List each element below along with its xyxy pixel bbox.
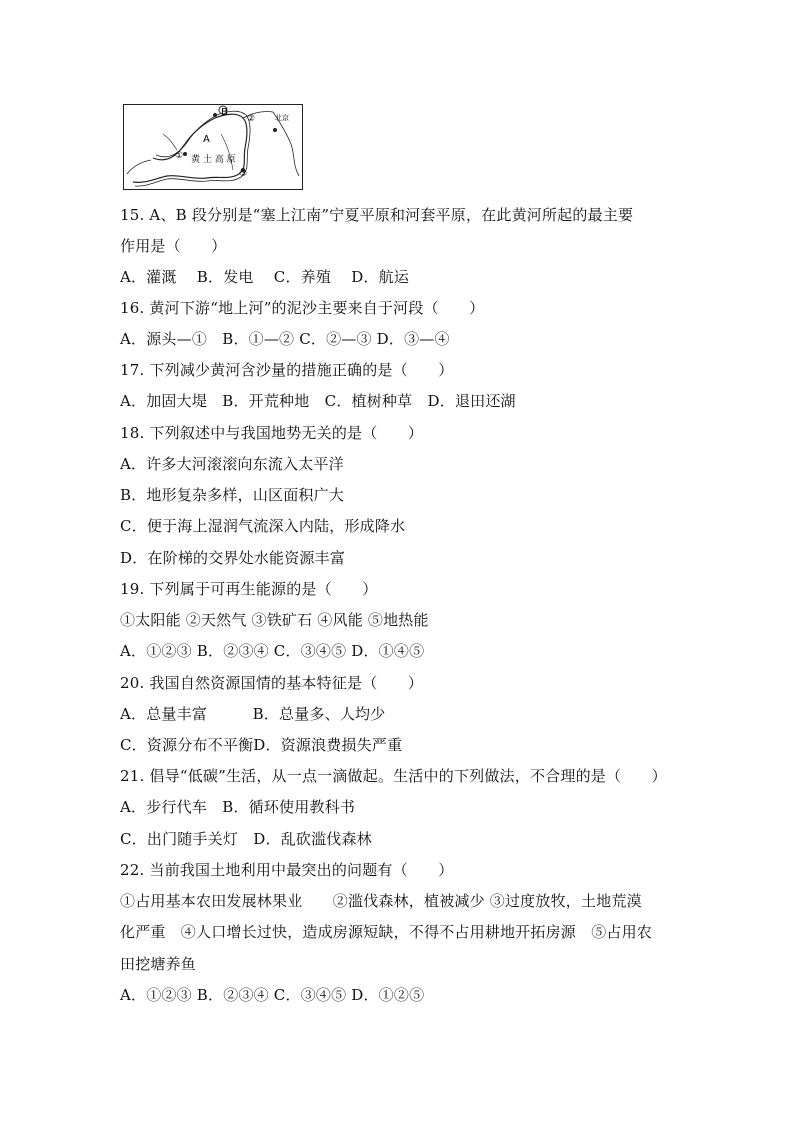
beijing-marker <box>273 128 277 132</box>
q21-stem: 21. 倡导“低碳”生活，从一点一滴做起。生活中的下列做法，不合理的是（ ） <box>120 767 667 785</box>
q19-items: ①太阳能 ②天然气 ③铁矿石 ④风能 ⑤地热能 <box>120 611 429 629</box>
q17-stem: 17. 下列减少黄河含沙量的措施正确的是（ ） <box>120 361 454 379</box>
q16-stem: 16. 黄河下游“地上河”的泥沙主要来自于河段（ ） <box>120 299 485 317</box>
point-marker <box>183 152 187 156</box>
q19-stem: 19. 下列属于可再生能源的是（ ） <box>120 580 378 598</box>
map-label-1: ① <box>175 151 184 161</box>
q19-options: A．①②③ B．②③④ C．③④⑤ D．①④⑤ <box>120 642 425 660</box>
q22-stem: 22. 当前我国土地利用中最突出的问题有（ ） <box>120 861 454 879</box>
q21-options-2: C．出门随手关灯 D．乱砍滥伐森林 <box>120 830 372 848</box>
map-label-3: ③ <box>239 169 248 179</box>
q18-option-b: B．地形复杂多样，山区面积广大 <box>120 486 345 504</box>
map-region-label: 黄 土 高 原 <box>191 155 236 165</box>
q17-options: A．加固大堤 B．开荒种地 C．植树种草 D．退田还湖 <box>120 392 516 410</box>
q22-options: A．①②③ B．②③④ C．③④⑤ D．①②⑤ <box>120 986 425 1004</box>
map-city-label: 北京 <box>275 114 289 122</box>
q18-option-d: D．在阶梯的交界处水能资源丰富 <box>120 549 346 567</box>
q15-options: A．灌溉 B．发电 C．养殖 D．航运 <box>120 268 410 286</box>
map-svg <box>123 104 303 190</box>
yellow-river-map <box>123 104 303 190</box>
q16-options: A．源头—① B．①—② C．②—③ D．③—④ <box>120 330 450 348</box>
q20-options-1: A．总量丰富 B．总量多、人均少 <box>120 705 386 723</box>
q22-items-line2: 化严重 ④人口增长过快，造成房源短缺，不得不占用耕地开拓房源 ⑤占用农 <box>120 923 653 941</box>
q22-items-line3: 田挖塘养鱼 <box>120 955 197 973</box>
q20-options-2: C．资源分布不平衡D．资源浪费损失严重 <box>120 736 403 754</box>
point-marker <box>213 113 217 117</box>
q20-stem: 20. 我国自然资源国情的基本特征是（ ） <box>120 674 424 692</box>
q21-options-1: A．步行代车 B．循环使用教科书 <box>120 798 356 816</box>
q18-stem: 18. 下列叙述中与我国地势无关的是（ ） <box>120 424 424 442</box>
map-label-A: A <box>203 134 210 145</box>
map-label-B: B <box>221 107 228 118</box>
q22-items-line1: ①占用基本农田发展林果业 ②滥伐森林，植被减少 ③过度放牧，土地荒漠 <box>120 892 642 910</box>
map-label-2: ② <box>247 114 256 124</box>
q18-option-a: A．许多大河滚滚向东流入太平洋 <box>120 455 344 473</box>
q18-option-c: C．便于海上湿润气流深入内陆，形成降水 <box>120 517 406 535</box>
q15-stem-line1: 15. A、B 段分别是“塞上江南”宁夏平原和河套平原，在此黄河所起的最主要 <box>120 206 634 224</box>
q15-stem-line2: 作用是（ ） <box>120 237 227 255</box>
